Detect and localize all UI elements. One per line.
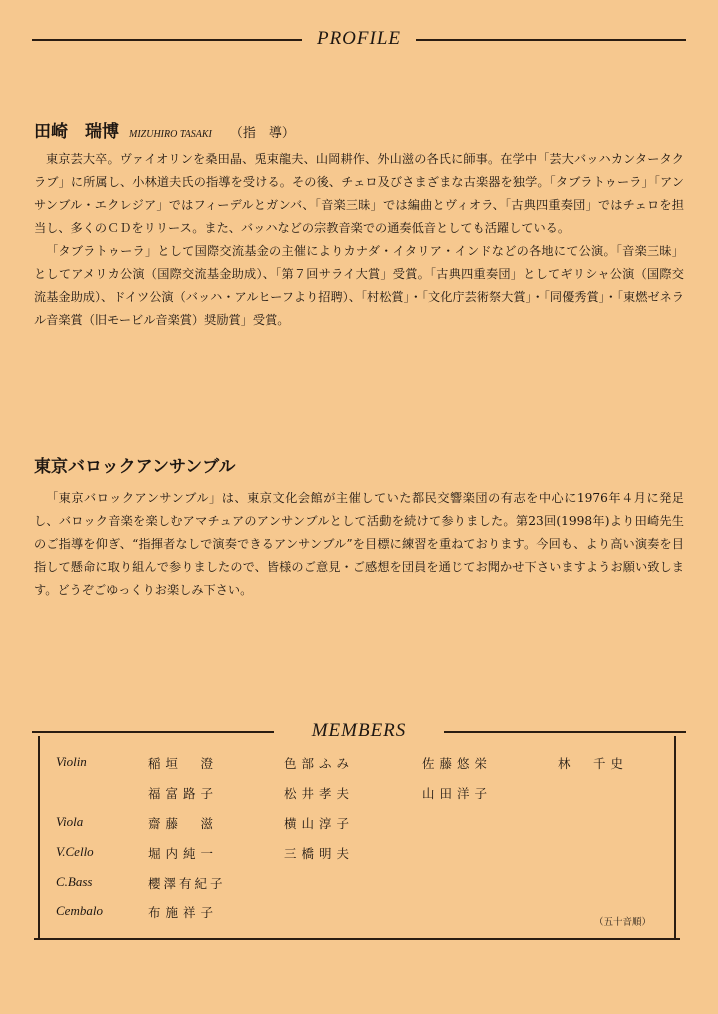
- instrument-label: V.Cello: [56, 844, 94, 859]
- instrument-label: Cembalo: [56, 903, 103, 918]
- director-heading: [34, 117, 295, 142]
- member-name: 佐藤悠栄: [422, 756, 493, 771]
- ensemble-name: 東京バロックアンサンブル: [34, 457, 236, 477]
- members-bottom-rule: [34, 938, 680, 940]
- member-name: 三橋明夫: [284, 846, 355, 861]
- director-biography: [34, 148, 684, 332]
- member-name: 櫻澤有紀子: [148, 876, 226, 891]
- members-heading: MEMBERS: [306, 720, 413, 741]
- ensemble-heading: [34, 452, 235, 477]
- order-note: （五十音順）: [594, 917, 652, 928]
- member-name: 福富路子: [148, 786, 219, 801]
- member-name: 布施祥子: [148, 905, 219, 920]
- biography-paragraph: 東京芸大卒。ヴァイオリンを桑田晶、兎束龍夫、山岡耕作、外山滋の各氏に師事。在学中「芸大バッハカンタータクラブ」に所属し、小林道夫氏の指導を受ける。その後、チェロ及びさまざまな古楽器を独学。「タブラトゥーラ」「アンサンブル・エクレジア」ではフィーデルとガンバ、「音楽三昧」では編曲とヴィオラ、「古典四重奏団」ではチェロを担当し、多くのＣＤをリリース。また、バッハなどの宗教音楽での通奏低音としても活躍している。: [34, 152, 684, 235]
- member-name: 横山淳子: [284, 816, 355, 831]
- member-name: 松井孝夫: [284, 786, 355, 801]
- member-name: 色部ふみ: [284, 756, 355, 771]
- profile-heading: PROFILE: [311, 28, 407, 49]
- instrument-label: Violin: [56, 754, 87, 769]
- member-name: 林 千史: [558, 756, 629, 771]
- member-name: 山田洋子: [422, 786, 493, 801]
- director-roman-name: MIZUHIRO TASAKI: [129, 129, 212, 140]
- biography-paragraph: 「タブラトゥーラ」として国際交流基金の主催によりカナダ・イタリア・インドなどの各地にて公演。「音楽三昧」としてアメリカ公演（国際交流基金助成）、「第７回サライ大賞」受賞。「古典四重奏団」としてギリシャ公演（国際交流基金助成）、ドイツ公演（バッハ・アルヒーフより招聘）、「村松賞」・「文化庁芸術祭大賞」・「同優秀賞」・「東燃ゼネラル音楽賞（旧モービル音楽賞）奨励賞」受賞。: [34, 244, 684, 327]
- director-name: 田崎 瑞博: [34, 122, 119, 142]
- ensemble-paragraph: 「東京バロックアンサンブル」は、東京文化会館が主催していた都民交響楽団の有志を中心に1976年４月に発足し、バロック音楽を楽しむアマチュアのアンサンブルとして活動を続けて参りました。第23回(1998年)より田崎先生のご指導を仰ぎ、“指揮者なしで演奏できるアンサンブル”を目標に練習を重ねております。今回も、より高い演奏を目指して懸命に取り組んで参りましたので、皆様のご意見・ご感想を団員を通じてお聞かせ下さいますようお願い致します。どうぞごゆっくりお楽しみ下さい。: [34, 491, 684, 597]
- profile-heading-ornament: [32, 28, 686, 52]
- instrument-label: Viola: [56, 814, 84, 829]
- member-name: 齋藤 滋: [148, 816, 219, 831]
- member-name: 堀内純一: [148, 846, 219, 861]
- instrument-label: C.Bass: [56, 874, 93, 889]
- member-name: 稲垣 澄: [148, 756, 219, 771]
- director-role: （指 導）: [229, 126, 295, 141]
- ensemble-description: [34, 487, 684, 602]
